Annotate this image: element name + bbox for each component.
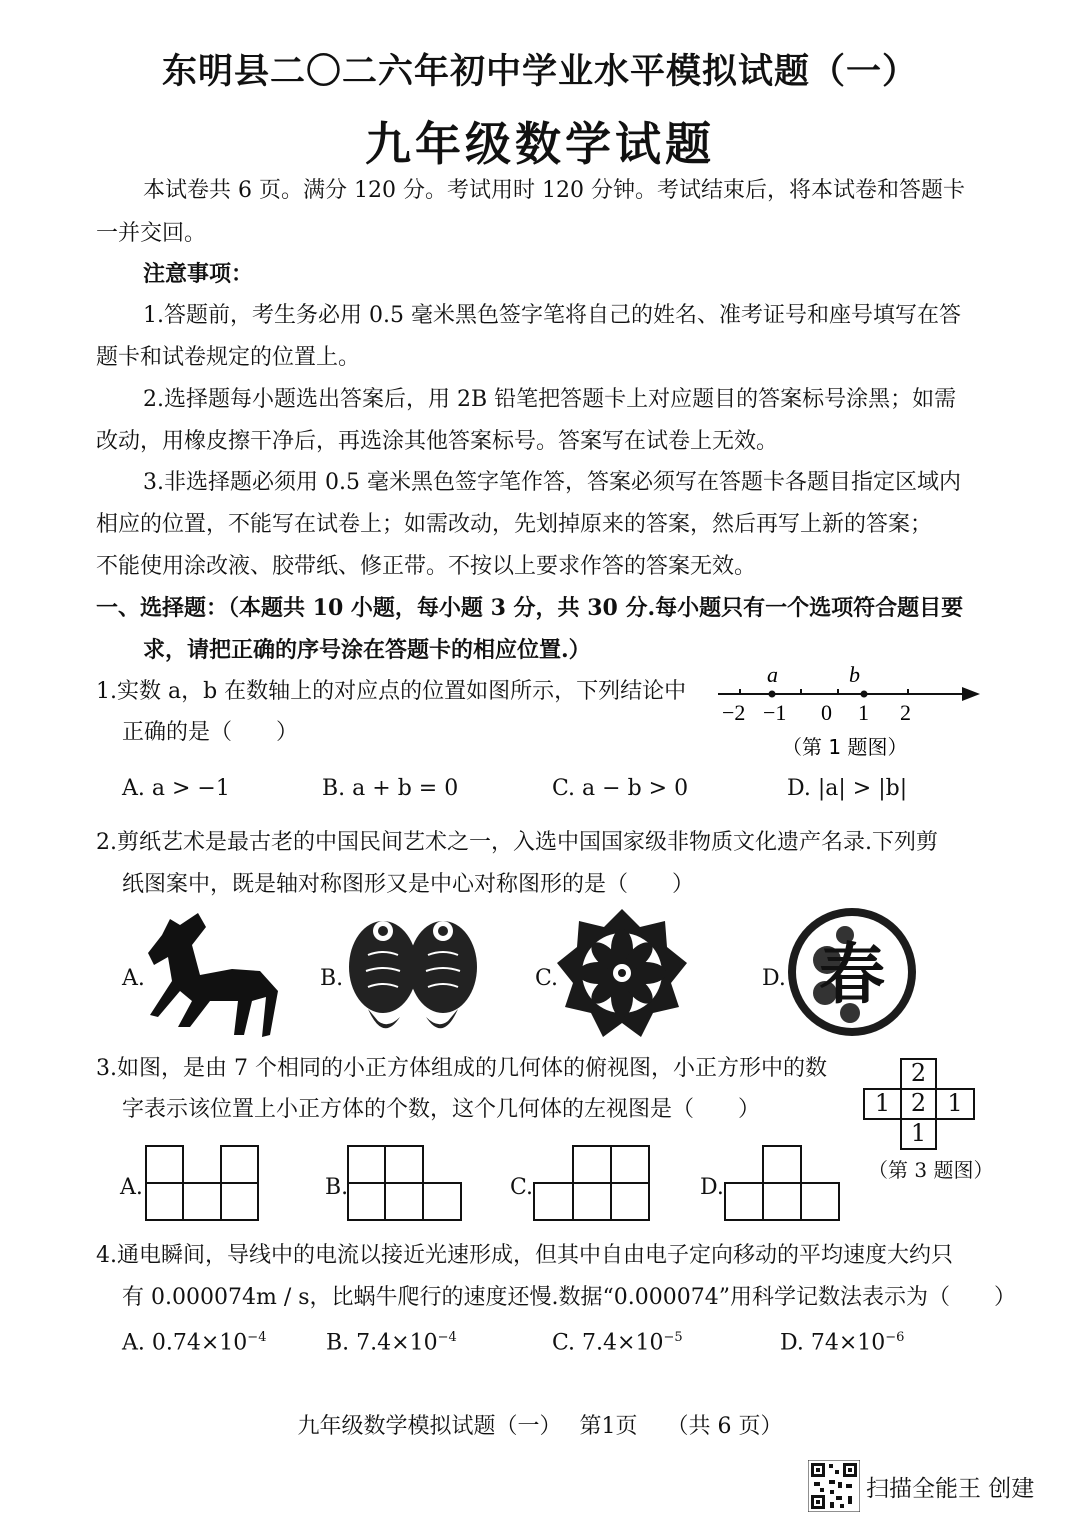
- q2-stem: 纸图案中，既是轴对称图形又是中心对称图形的是（ ）: [122, 872, 695, 897]
- q3-option-a: A.: [120, 1175, 143, 1200]
- intro-line: 一并交回。: [96, 221, 207, 246]
- q3-option-d: D.: [700, 1175, 724, 1200]
- seal-character: 春: [819, 935, 885, 1013]
- tick-label: 1: [858, 700, 869, 725]
- intro-line: 本试卷共 6 页。满分 120 分。考试用时 120 分钟。考试结束后，将本试卷和答题卡: [143, 178, 965, 203]
- notice-item: 1.答题前，考生务必用 0.5 毫米黑色签字笔将自己的姓名、准考证号和座号填写在答: [143, 303, 961, 328]
- number-line-figure: [712, 660, 982, 760]
- q3-option-c: C.: [510, 1175, 534, 1200]
- q2-option-d: D.: [762, 966, 786, 991]
- qr-code-icon: [808, 1460, 860, 1512]
- grid-number: 1: [947, 1089, 963, 1117]
- q4-option-a: A. $0.74\times 10^{-4}$: [122, 1330, 267, 1356]
- arrow-icon: [962, 687, 980, 701]
- q1-option-b: B. a + b = 0: [322, 776, 459, 801]
- q1-stem: 1.实数 a，b 在数轴上的对应点的位置如图所示，下列结论中: [96, 679, 687, 704]
- scanner-watermark: 扫描全能王 创建: [866, 1476, 1035, 1502]
- notice-item: 3.非选择题必须用 0.5 毫米黑色签字笔作答，答案必须写在答题卡各题目指定区域内: [143, 470, 961, 495]
- notice-item: 2.选择题每小题选出答案后，用 2B 铅笔把答题卡上对应题目的答案标号涂黑；如需: [143, 387, 957, 412]
- exam-title: 东明县二〇二六年初中学业水平模拟试题（一）: [161, 51, 918, 92]
- q4-option-c: C. $7.4\times 10^{-5}$: [552, 1330, 683, 1356]
- grid-number: 1: [874, 1089, 891, 1117]
- q2-stem: 2.剪纸艺术是最古老的中国民间艺术之一，入选中国国家级非物质文化遗产名录.下列剪: [96, 830, 938, 855]
- figure-caption: （第 3 题图）: [868, 1158, 994, 1182]
- q1-option-d: D. |a| > |b|: [787, 776, 908, 801]
- grid-number: 2: [910, 1089, 927, 1117]
- grid-number: 1: [910, 1119, 927, 1147]
- notice-item: 相应的位置，不能写在试卷上；如需改动，先划掉原来的答案，然后再写上新的答案；: [96, 512, 933, 537]
- point-b: [861, 691, 868, 698]
- q3-stem: 3.如图，是由 7 个相同的小正方体组成的几何体的俯视图，小正方形中的数: [96, 1056, 827, 1081]
- fish-papercut-image: [338, 905, 488, 1045]
- horse-papercut-image: [140, 905, 285, 1045]
- section-heading: 一、选择题：（本题共 10 小题，每小题 3 分，共 30 分.每小题只有一个选项符合题目要: [96, 595, 964, 621]
- q1-option-c: C. a − b > 0: [552, 776, 689, 801]
- tick-label: 2: [900, 700, 911, 725]
- q4-stem: 有 0.000074m / s，比蜗牛爬行的速度还慢.数据“0.000074”用科学记数法表示为（ ）: [122, 1285, 1016, 1310]
- point-a-label: a: [767, 662, 778, 687]
- q2-option-c: C.: [535, 966, 559, 991]
- figure-caption: （第 1 题图）: [782, 735, 908, 759]
- notice-item: 改动，用橡皮擦干净后，再选涂其他答案标号。答案写在试卷上无效。: [96, 429, 779, 454]
- point-a: [769, 691, 776, 698]
- point-b-label: b: [849, 662, 860, 687]
- page-footer: 九年级数学模拟试题（一） 第1页 （共 6 页）: [297, 1414, 783, 1439]
- flower-papercut-image: [555, 907, 690, 1042]
- exam-subtitle: 九年级数学试题: [365, 117, 715, 171]
- q4-option-d: D. $74\times 10^{-6}$: [780, 1330, 905, 1356]
- spring-seal-papercut-image: [785, 905, 920, 1040]
- section-heading: 求，请把正确的序号涂在答题卡的相应位置.）: [143, 637, 591, 663]
- q3-option-b: B.: [325, 1175, 349, 1200]
- q4-stem: 4.通电瞬间，导线中的电流以接近光速形成，但其中自由电子定向移动的平均速度大约只: [96, 1243, 953, 1268]
- q1-stem: 正确的是（ ）: [122, 720, 299, 745]
- notice-item: 不能使用涂改液、胶带纸、修正带。不按以上要求作答的答案无效。: [96, 554, 757, 579]
- q1-option-a: A. a > −1: [122, 776, 230, 801]
- q3-stem: 字表示该位置上小正方体的个数，这个几何体的左视图是（ ）: [122, 1097, 761, 1122]
- notice-item: 题卡和试卷规定的位置上。: [96, 345, 361, 370]
- tick-label: −2: [722, 700, 746, 725]
- grid-number: 2: [910, 1059, 927, 1087]
- notice-heading: 注意事项：: [143, 261, 254, 287]
- tick-label: −1: [763, 700, 787, 725]
- q2-option-b: B.: [320, 966, 344, 991]
- tick-label: 0: [821, 700, 832, 725]
- q2-option-a: A.: [122, 966, 145, 991]
- q4-option-b: B. $7.4\times 10^{-4}$: [326, 1330, 457, 1356]
